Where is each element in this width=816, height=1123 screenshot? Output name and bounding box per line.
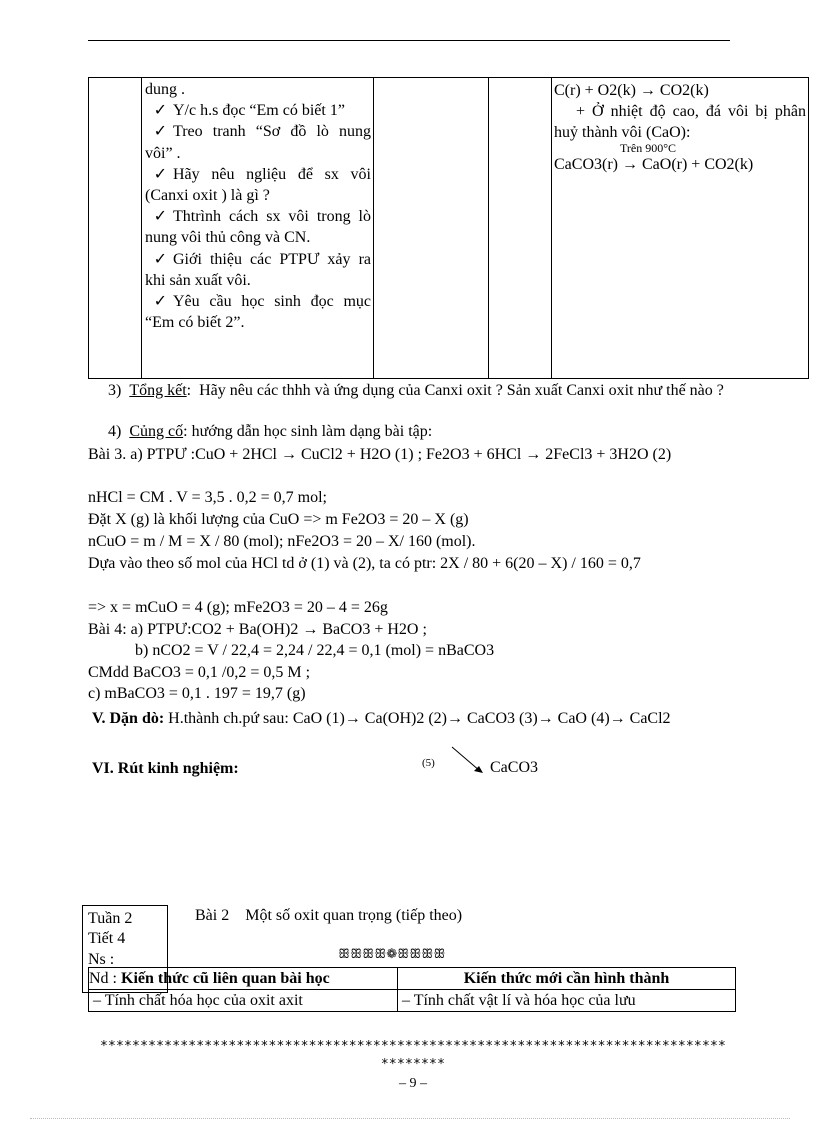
page-number: – 9 – [399,1076,427,1091]
branch-arrow-icon [450,745,486,775]
rutkinh-line [88,759,738,779]
activity-item: ✓ Treo tranh “Sơ đồ lò nung vôi” . [145,123,371,162]
activity-item: ✓ Y/c h.s đọc “Em có biết 1” [145,100,371,121]
bai3-line-2: nHCl = CM . V = 3,5 . 0,2 = 0,7 mol; [88,489,327,506]
bai3-line-4: nCuO = m / M = X / 80 (mol); nFe2O3 = 20 – X/ 160 (mol). [88,533,476,550]
table-cell-empty-4 [489,78,552,379]
activity-item: ✓ Hãy nêu ngliệu để sx vôi (Canxi oxit ) là gì ? [145,165,371,205]
thermal-note: + Ở nhiệt độ cao, đá vôi bị phân huỷ thành vôi (CaO): [554,103,806,141]
bai3-line-6: => x = mCuO = 4 (g); mFe2O3 = 20 – 4 = 26g [88,599,388,616]
ns-label: Ns : [88,951,115,968]
footer-stars: ****************************************************************************** [99,1039,727,1054]
tiet-label: Tiết 4 [88,930,126,947]
rutkinh-heading: VI. Rút kinh nghiệm: [92,760,239,777]
tongket-text: Hãy nêu các thhh và ứng dụng của Canxi oxit ? Sản xuất Canxi oxit như thế nào ? [199,382,724,399]
activity-item: dung . [145,81,185,98]
header-rule [88,40,730,41]
check-icon: ✓ [153,165,167,183]
dando-line: V. Dặn dò: H.thành ch.pứ sau: CaO (1)→ Ca(OH)2 (2)→ CaCO3 (3)→ CaO (4)→ CaCl2 [92,710,671,727]
tuan-label: Tuần 2 [88,910,133,927]
teacher-activity-cell [142,78,374,379]
knowledge-new-row: – Tính chất vật lí và hóa học của lưu [398,990,736,1012]
knowledge-header-old: Nd : Kiến thức cũ liên quan bài học [89,968,398,990]
bai3-line-5: Dựa vào theo số mol của HCl td ở (1) và (2), ta có ptr: 2X / 80 + 6(20 – X) / 160 = 0,7 [88,555,641,572]
table-cell-empty-3 [374,78,489,379]
tongket-line: 3) Tổng kết: Hãy nêu các thhh và ứng dụng của Canxi oxit ? Sản xuất Canxi oxit như thế nào ? [108,382,724,399]
dando-text: H.thành ch.pứ sau: CaO (1)→ Ca(OH)2 (2)→ CaCO3 (3)→ CaO (4)→ CaCl2 [168,710,671,727]
branch-product: CaCO3 [490,759,538,776]
cungco-label: Củng cố [129,423,184,440]
check-icon: ✓ [153,250,167,268]
bai3-line-3: Đặt X (g) là khối lượng của CuO => m Fe2O3 = 20 – X (g) [88,511,469,528]
dando-heading: V. Dặn dò [92,710,159,727]
check-icon: ✓ [153,123,167,141]
cungco-text: hướng dẫn học sinh làm dạng bài tập: [191,423,433,440]
activity-item: ✓ Thtrình cách sx vôi trong lò nung vôi thủ công và CN. [145,208,371,247]
bai4-line-4: c) mBaCO3 = 0,1 . 197 = 19,7 (g) [88,685,306,702]
bai3-line-1: Bài 3. a) PTPƯ :CuO + 2HCl → CuCl2 + H2O (1) ; Fe2O3 + 6HCl → 2FeCl3 + 3H2O (2) [88,446,672,463]
activity-item: ✓ Giới thiệu các PTPƯ xảy ra khi sản xuất vôi. [145,250,371,289]
check-icon: ✓ [153,293,167,311]
lesson-table-fragment [88,77,809,379]
knowledge-old-row: – Tính chất hóa học của oxit axit [89,990,398,1012]
cungco-line: 4) Củng cố: hướng dẫn học sinh làm dạng bài tập: [108,423,433,440]
knowledge-table [88,967,736,1012]
equation-condition: Trên 900°C [620,141,677,155]
footer-stars-2: ******** [380,1057,446,1072]
equation-caco3: CaCO3(r) → CaO(r) + CO2(k) [554,156,754,173]
branch-number: (5) [422,757,435,769]
check-icon: ✓ [153,102,167,120]
page-bottom-rule [30,1118,790,1119]
bai4-line-2: b) nCO2 = V / 22,4 = 2,24 / 22,4 = 0,1 (mol) = nBaCO3 [135,642,495,659]
knowledge-header-new: Kiến thức mới cần hình thành [398,968,736,990]
tongket-label: Tổng kết [129,382,187,399]
activity-item: ✓ Yêu cầu học sinh đọc mục “Em có biết 2”. [145,293,371,332]
equation-carbon: C(r) + O2(k) → CO2(k) [554,82,709,99]
table-cell-empty-1 [89,78,142,379]
lesson-title: Bài 2 Một số oxit quan trọng (tiếp theo) [195,907,463,924]
check-icon: ✓ [153,208,167,226]
content-cell [552,78,809,379]
bai4-line-1: Bài 4: a) PTPƯ:CO2 + Ba(OH)2 → BaCO3 + H2O ; [88,621,427,638]
bai4-line-3: CMdd BaCO3 = 0,1 /0,2 = 0,5 M ; [88,664,311,681]
ornament-divider: ꕥꕥꕥꕥ❁ꕥꕥꕥꕥ [338,947,446,962]
